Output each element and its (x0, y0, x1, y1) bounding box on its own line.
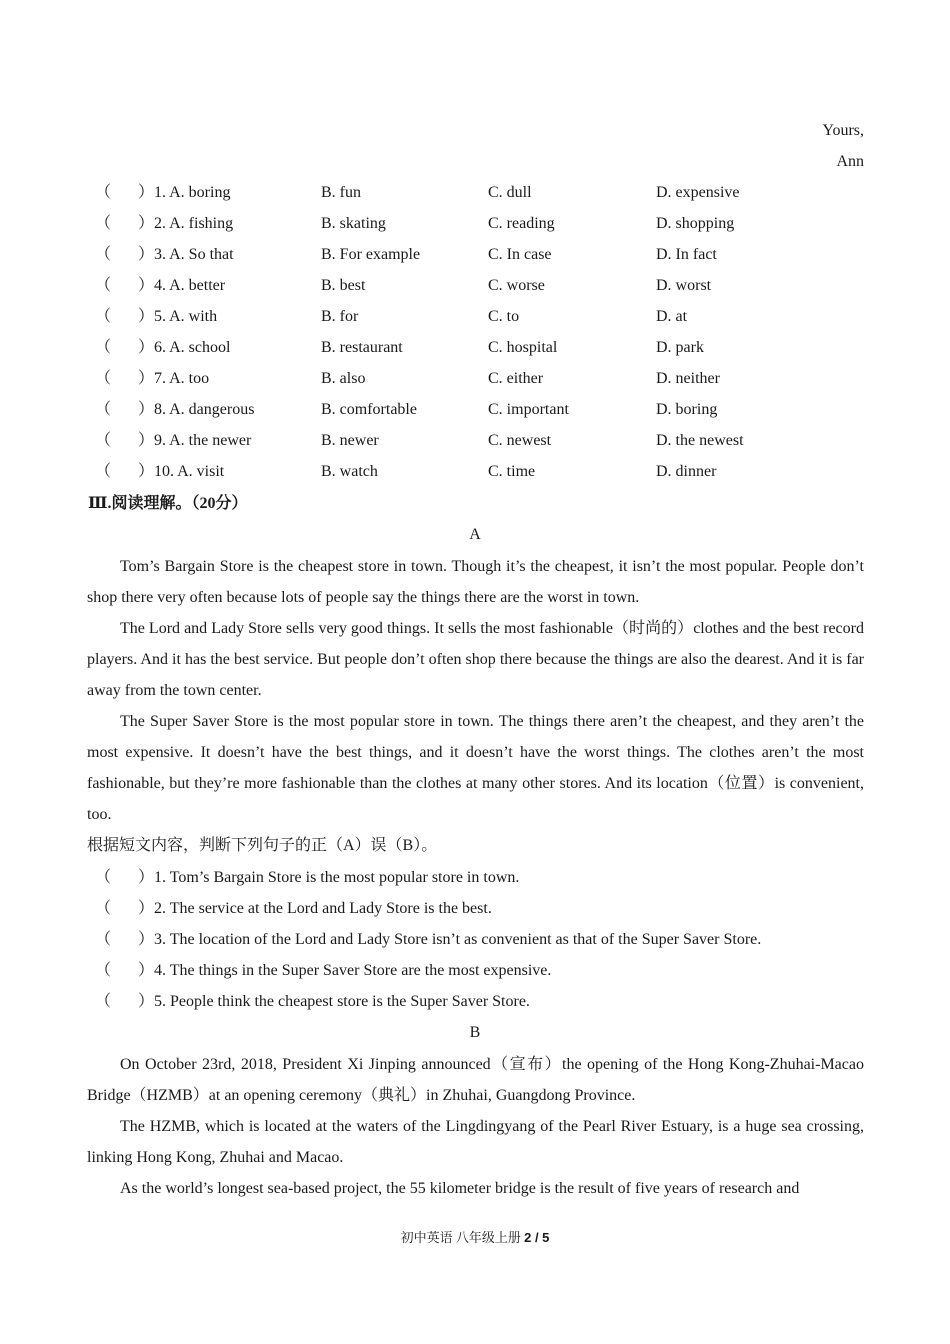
answer-blank-close: ） (138, 277, 155, 294)
option-d: D. the newest (656, 432, 744, 449)
true-false-statement (88, 992, 868, 1012)
answer-blank-close: ） (138, 215, 155, 232)
question-number: 10. (154, 463, 174, 480)
question-number: 3. (154, 246, 166, 263)
statement-text: 3. The location of the Lord and Lady Store isn’t as convenient as that of the Super Saver Store. (154, 931, 762, 948)
statement-text: 1. Tom’s Bargain Store is the most popular store in town. (154, 869, 520, 886)
true-false-statement (88, 930, 868, 950)
question-number: 8. (154, 401, 166, 418)
passage-a-paragraph: The Lord and Lady Store sells very good things. It sells the most fashionable（时尚的）clothes and the best record players. And it has the best service. But people don’t often shop there because the things are also the dearest. And it is far away from the town center. (87, 620, 864, 699)
option-b: B. newer (321, 432, 379, 449)
answer-blank-open: （ (95, 900, 112, 917)
option-c: C. In case (488, 246, 552, 263)
option-a (154, 338, 230, 358)
option-a-text: A. So that (169, 246, 234, 263)
option-a (154, 183, 230, 203)
statement-text: 5. People think the cheapest store is the Super Saver Store. (154, 993, 530, 1010)
answer-blank-close: ） (138, 184, 155, 201)
option-b: B. fun (321, 184, 361, 201)
option-b: B. comfortable (321, 401, 417, 418)
question-number: 1. (154, 184, 166, 201)
answer-blank-open: （ (95, 931, 112, 948)
option-a-text: A. too (169, 370, 210, 387)
option-c: C. dull (488, 184, 532, 201)
option-a-text: A. fishing (169, 215, 234, 232)
cloze-question-row (88, 276, 868, 296)
answer-blank-open: （ (95, 277, 112, 294)
option-a (154, 431, 251, 451)
answer-blank-open: （ (95, 246, 112, 263)
answer-blank-close: ） (138, 962, 155, 979)
question-number: 9. (154, 432, 166, 449)
option-d: D. park (656, 339, 704, 356)
option-d: D. neither (656, 370, 720, 387)
question-number: 6. (154, 339, 166, 356)
passage-a-label: A (469, 526, 481, 543)
answer-blank-open: （ (95, 184, 112, 201)
option-b: B. best (321, 277, 366, 294)
answer-blank-close: ） (138, 463, 155, 480)
cloze-question-row (88, 183, 868, 203)
answer-blank-close: ） (138, 869, 155, 886)
answer-blank-close: ） (138, 900, 155, 917)
answer-blank-open: （ (95, 339, 112, 356)
option-c: C. newest (488, 432, 552, 449)
option-d: D. In fact (656, 246, 717, 263)
answer-blank-close: ） (138, 432, 155, 449)
answer-blank-close: ） (138, 401, 155, 418)
option-a-text: A. school (169, 339, 231, 356)
page-footer (0, 1230, 950, 1246)
cloze-question-row (88, 431, 868, 451)
question-number: 4. (154, 277, 166, 294)
option-b: B. watch (321, 463, 378, 480)
passage-a-body (87, 551, 864, 861)
page-number: 2 / 5 (524, 1230, 550, 1245)
answer-blank-open: （ (95, 215, 112, 232)
cloze-question-row (88, 245, 868, 265)
question-number: 7. (154, 370, 166, 387)
passage-b-paragraph: On October 23rd, 2018, President Xi Jinping announced（宣布）the opening of the Hong Kong-Zhuhai-Macao Bridge（HZMB）at an opening ceremony（典礼）in Zhuhai, Guangdong Province. (87, 1056, 864, 1104)
option-a-text: A. the newer (169, 432, 252, 449)
cloze-question-row (88, 338, 868, 358)
option-d: D. boring (656, 401, 718, 418)
cloze-question-row (88, 462, 868, 482)
answer-blank-open: （ (95, 432, 112, 449)
answer-blank-open: （ (95, 869, 112, 886)
question-number: 5. (154, 308, 166, 325)
option-c: C. either (488, 370, 544, 387)
cloze-question-row (88, 307, 868, 327)
option-b: B. restaurant (321, 339, 403, 356)
answer-blank-close: ） (138, 370, 155, 387)
option-c: C. worse (488, 277, 545, 294)
passage-b-body (87, 1049, 864, 1204)
option-a-text: A. with (169, 308, 218, 325)
answer-blank-close: ） (138, 308, 155, 325)
option-d: D. expensive (656, 184, 740, 201)
option-a (154, 245, 234, 265)
option-b: B. also (321, 370, 366, 387)
answer-blank-open: （ (95, 401, 112, 418)
option-a (154, 369, 209, 389)
letter-closing: Yours, (822, 122, 864, 139)
question-number: 2. (154, 215, 166, 232)
option-b: B. For example (321, 246, 421, 263)
answer-blank-close: ） (138, 931, 155, 948)
letter-signature: Ann (836, 153, 864, 170)
option-b: B. for (321, 308, 359, 325)
option-b: B. skating (321, 215, 386, 232)
option-c: C. reading (488, 215, 555, 232)
passage-a-paragraph: Tom’s Bargain Store is the cheapest store in town. Though it’s the cheapest, it isn’t the most popular. People don’t shop there very often because lots of people say the things there are the worst in town. (87, 558, 864, 606)
passage-a-paragraph: The Super Saver Store is the most popular store in town. The things there aren’t the cheapest, and they aren’t the most expensive. It doesn’t have the best things, and it doesn’t have the worst things. The clothes aren’t the most fashionable, but they’re more fashionable than the clothes at many other stores. And its location（位置）is convenient, too. (87, 713, 864, 823)
option-d: D. at (656, 308, 688, 325)
option-a-text: A. dangerous (169, 401, 255, 418)
option-a-text: A. visit (177, 463, 225, 480)
statement-text: 4. The things in the Super Saver Store are the most expensive. (154, 962, 552, 979)
cloze-question-row (88, 214, 868, 234)
passage-b-paragraph: As the world’s longest sea-based project, the 55 kilometer bridge is the result of five years of research and (120, 1180, 800, 1197)
option-a (154, 307, 217, 327)
answer-blank-open: （ (95, 463, 112, 480)
option-a-text: A. better (169, 277, 226, 294)
section-title-reading: Ⅲ.阅读理解。（20分） (88, 495, 248, 512)
option-d: D. shopping (656, 215, 735, 232)
footer-course: 初中英语 八年级上册 (400, 1230, 521, 1245)
option-d: D. worst (656, 277, 712, 294)
answer-blank-open: （ (95, 993, 112, 1010)
statement-text: 2. The service at the Lord and Lady Store is the best. (154, 900, 492, 917)
true-false-statement (88, 899, 868, 919)
answer-blank-open: （ (95, 962, 112, 979)
cloze-question-row (88, 400, 868, 420)
passage-b-label: B (469, 1024, 481, 1041)
answer-blank-open: （ (95, 308, 112, 325)
option-d: D. dinner (656, 463, 717, 480)
option-a (154, 400, 254, 420)
answer-blank-close: ） (138, 246, 155, 263)
passage-a-instruction: 根据短文内容，判断下列句子的正（A）误（B）。 (87, 837, 438, 854)
option-c: C. to (488, 308, 520, 325)
answer-blank-open: （ (95, 370, 112, 387)
option-c: C. hospital (488, 339, 558, 356)
option-c: C. important (488, 401, 569, 418)
answer-blank-close: ） (138, 339, 155, 356)
true-false-statement (88, 961, 868, 981)
option-c: C. time (488, 463, 536, 480)
passage-b-paragraph: The HZMB, which is located at the waters of the Lingdingyang of the Pearl River Estuary, is a huge sea crossing, linking Hong Kong, Zhuhai and Macao. (87, 1118, 864, 1166)
option-a (154, 276, 225, 296)
cloze-question-row (88, 369, 868, 389)
true-false-statement (88, 868, 868, 888)
option-a-text: A. boring (169, 184, 231, 201)
answer-blank-close: ） (138, 993, 155, 1010)
option-a (154, 462, 224, 482)
option-a (154, 214, 233, 234)
